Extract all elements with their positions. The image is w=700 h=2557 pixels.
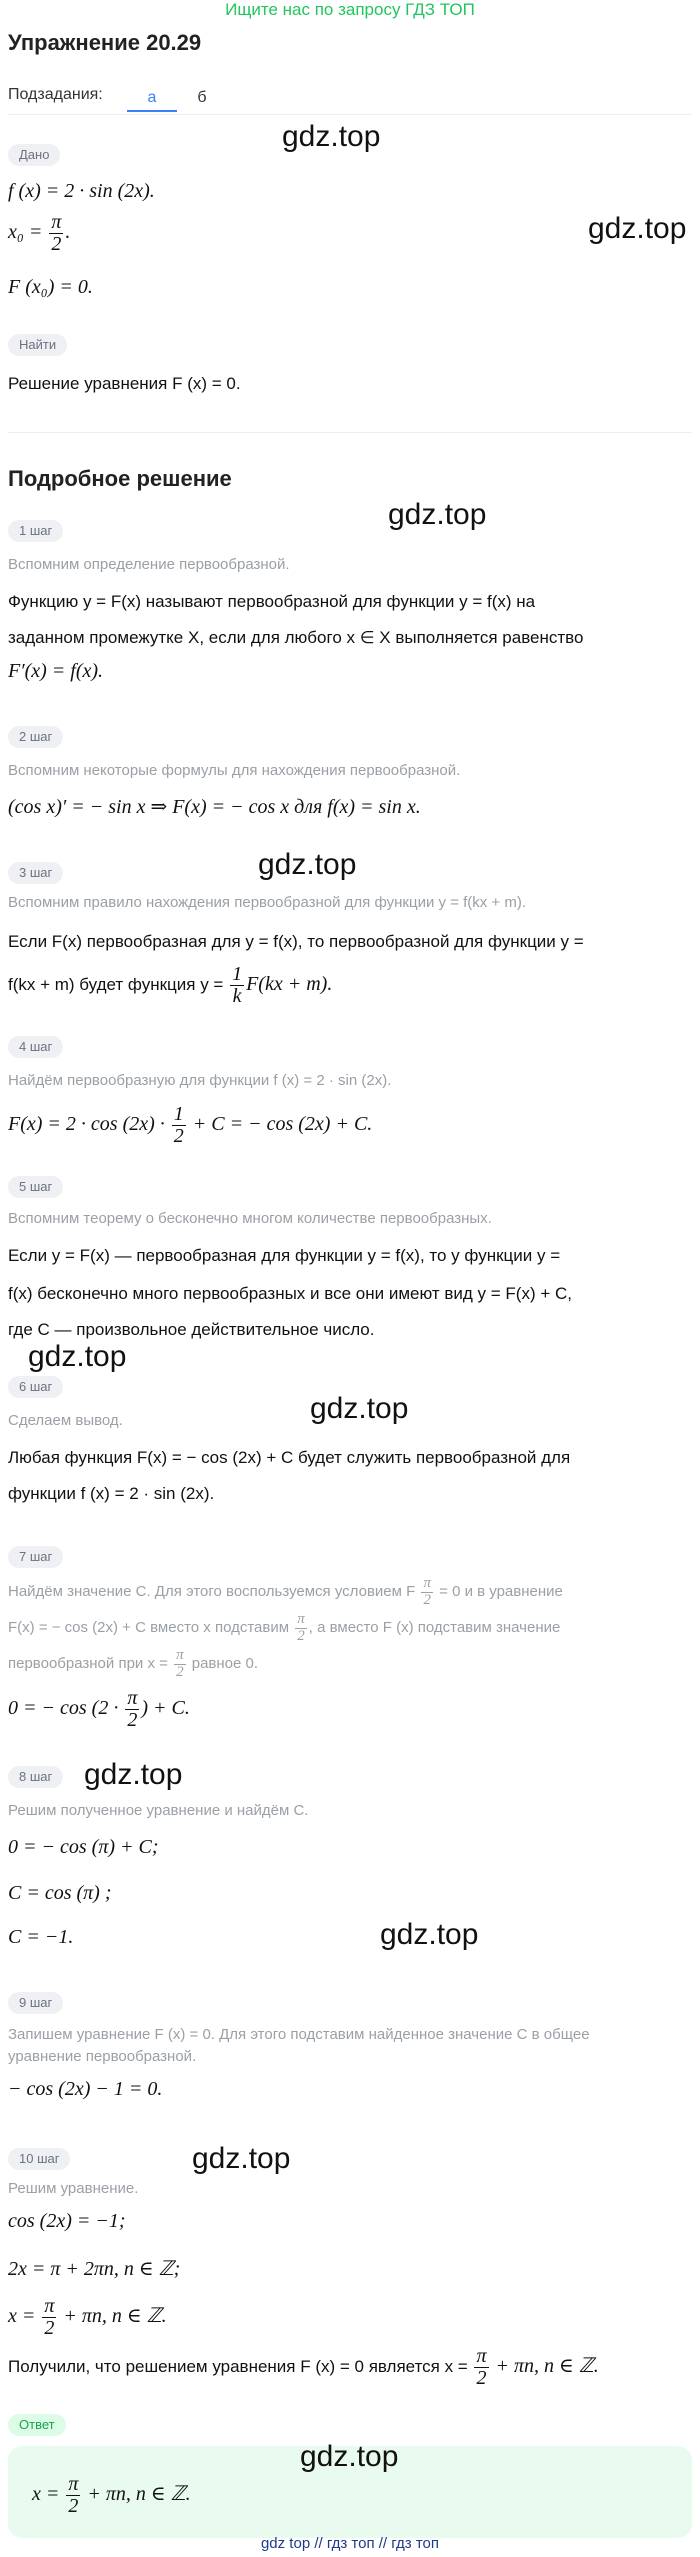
given-line-1: f (x) = 2 · sin (2x). (8, 180, 155, 202)
step-5-text-1: Если y = F(x) — первообразная для функции y = f(x), то у функции y = (8, 1246, 561, 1265)
step-4-text-1: F(x) = 2 · cos (2x) · $\frac{1}{2}$ + C = − cos (2x) + C. (8, 1103, 373, 1147)
step-7-chip: 7 шаг (8, 1546, 63, 1568)
watermark: gdz.top (300, 2440, 399, 2473)
step-6-text-2: функции f (x) = 2 · sin (2x). (8, 1484, 215, 1503)
answer-chip: Ответ (8, 2414, 66, 2436)
divider (8, 114, 692, 115)
tab-b[interactable]: б (197, 89, 207, 106)
step-10-text-1: cos (2x) = −1; (8, 2210, 126, 2232)
watermark: gdz.top (28, 1340, 127, 1373)
step-7-text-1: 0 = − cos (2 · $\frac{\pi}{2}$ ) + C. (8, 1687, 190, 1731)
step-4-chip: 4 шаг (8, 1036, 63, 1058)
step-9-text-1: − cos (2x) − 1 = 0. (8, 2078, 163, 2100)
solution-title: Подробное решение (8, 466, 232, 491)
watermark: gdz.top (192, 2142, 291, 2175)
step-7-note-3: первообразной при x = $\frac{\pi}{2}$ равное 0. (8, 1647, 259, 1680)
step-8-text-2: C = cos (π) ; (8, 1882, 112, 1904)
step-4-note: Найдём первообразную для функции f (x) = 2 · sin (2x). (8, 1072, 392, 1089)
step-8-text-3: C = −1. (8, 1926, 74, 1948)
step-5-note: Вспомним теорему о бесконечно многом количестве первообразных. (8, 1210, 492, 1227)
step-3-note: Вспомним правило нахождения первообразной для функции y = f(kx + m). (8, 894, 527, 911)
step-3-text-1: Если F(x) первообразная для y = f(x), то первообразной для функции y = (8, 932, 584, 951)
given-line-2: x₀ = $\frac{\pi}{2}$ . (8, 211, 71, 255)
watermark: gdz.top (310, 1392, 409, 1425)
step-7-note-2: F(x) = − cos (2x) + C вместо x подставим $\frac{\pi}{2}$ , а вместо F (x) подставим значение (8, 1611, 561, 1644)
footer-links[interactable]: gdz top // гдз топ // гдз топ (260, 2535, 440, 2552)
step-2-chip: 2 шаг (8, 726, 63, 748)
step-1-note: Вспомним определение первообразной. (8, 556, 290, 573)
search-banner: Ищите нас по запросу ГДЗ ТОП (225, 0, 475, 19)
step-8-note: Решим полученное уравнение и найдём C. (8, 1802, 309, 1819)
watermark: gdz.top (282, 120, 381, 153)
find-text: Решение уравнения F (x) = 0. (8, 374, 241, 393)
step-10-text-2: 2x = π + 2πn, n ∈ ℤ; (8, 2258, 181, 2280)
step-6-note: Сделаем вывод. (8, 1412, 123, 1429)
step-10-text-3: x = $\frac{\pi}{2}$ + πn, n ∈ ℤ. (8, 2295, 167, 2339)
given-line-3: F (x₀) = 0. (8, 276, 93, 298)
watermark: gdz.top (380, 1918, 479, 1951)
subtasks-label: Подзадания: (8, 86, 103, 103)
step-9-note-1: Запишем уравнение F (x) = 0. Для этого подставим найденное значение C в общее (8, 2026, 590, 2043)
step-1-text-3: F′(x) = f(x). (8, 660, 104, 682)
step-9-note-2: уравнение первообразной. (8, 2048, 197, 2065)
find-chip: Найти (8, 334, 67, 356)
step-5-text-2: f(x) бесконечно много первообразных и все они имеют вид y = F(x) + C, (8, 1284, 572, 1303)
watermark: gdz.top (588, 212, 687, 245)
step-6-chip: 6 шаг (8, 1376, 63, 1398)
step-1-text-2: заданном промежутке X, если для любого x ∈ X выполняется равенство (8, 628, 584, 647)
given-chip: Дано (8, 144, 60, 166)
divider (8, 432, 692, 433)
step-5-chip: 5 шаг (8, 1176, 63, 1198)
page-title: Упражнение 20.29 (8, 30, 202, 55)
step-1-text-1: Функцию y = F(x) называют первообразной для функции y = f(x) на (8, 592, 536, 611)
step-3-text-2: f(kx + m) будет функция y = $\frac{1}{k}$ F(kx + m). (8, 963, 333, 1007)
step-6-text-1: Любая функция F(x) = − cos (2x) + C будет служить первообразной для (8, 1448, 571, 1467)
tab-a[interactable]: а (127, 84, 177, 112)
watermark: gdz.top (258, 848, 357, 881)
step-2-note: Вспомним некоторые формулы для нахождения первообразной. (8, 762, 461, 779)
step-8-text-1: 0 = − cos (π) + C; (8, 1836, 159, 1858)
step-10-note: Решим уравнение. (8, 2180, 139, 2197)
step-8-chip: 8 шаг (8, 1766, 63, 1788)
step-5-text-3: где C — произвольное действительное число. (8, 1320, 375, 1339)
step-10-text-4: Получили, что решением уравнения F (x) = 0 является x = $\frac{\pi}{2}$ + πn, n ∈ ℤ. (8, 2345, 599, 2389)
watermark: gdz.top (388, 498, 487, 531)
step-2-text-1: (cos x)′ = − sin x ⇒ F(x) = − cos x для f(x) = sin x. (8, 796, 421, 818)
step-10-chip: 10 шаг (8, 2148, 70, 2170)
step-3-chip: 3 шаг (8, 862, 63, 884)
step-1-chip: 1 шаг (8, 520, 63, 542)
step-9-chip: 9 шаг (8, 1992, 63, 2014)
watermark: gdz.top (84, 1758, 183, 1791)
step-7-note-1: Найдём значение C. Для этого воспользуемся условием F $\frac{\pi}{2}$ = 0 и в уравнение (8, 1575, 563, 1608)
answer-text: x = $\frac{\pi}{2}$ + πn, n ∈ ℤ. (32, 2473, 191, 2517)
